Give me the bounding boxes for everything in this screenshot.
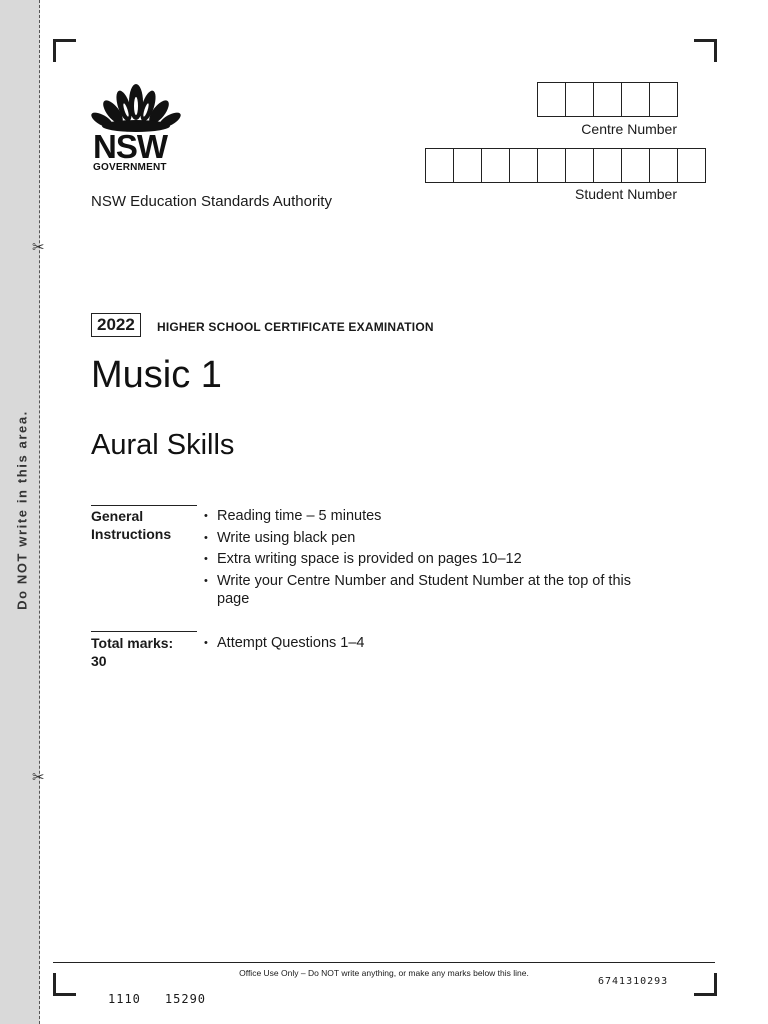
digit-box[interactable] (510, 149, 538, 182)
student-number-field[interactable] (425, 148, 706, 183)
total-marks-label: Total marks: 30 (91, 635, 174, 669)
list-item: • Write your Centre Number and Student Number at the top of this page (204, 572, 664, 609)
digit-box[interactable] (538, 83, 566, 116)
digit-box[interactable] (622, 149, 650, 182)
exam-year: 2022 (91, 313, 141, 337)
paper-code: 15290 (164, 992, 207, 1006)
general-instructions-list (204, 507, 664, 612)
list-item: • Reading time – 5 minutes (204, 507, 664, 526)
office-use-line (53, 962, 715, 963)
waratah-logo-icon (88, 82, 184, 132)
digit-box[interactable] (454, 149, 482, 182)
student-number-label: Student Number (575, 186, 677, 202)
digit-box[interactable] (566, 83, 594, 116)
list-item: • Write using black pen (204, 529, 664, 548)
scissors-icon: ✂ (32, 238, 45, 256)
exam-name: HIGHER SCHOOL CERTIFICATE EXAMINATION (157, 320, 434, 334)
margin-warning: Do NOT write in this area. (14, 410, 30, 610)
crop-mark-icon (53, 39, 76, 62)
general-instructions-label: General Instructions (91, 508, 172, 542)
paper-codes (108, 992, 230, 1006)
digit-box[interactable] (622, 83, 650, 116)
section-divider (91, 631, 197, 632)
digit-box[interactable] (482, 149, 510, 182)
list-item: • Attempt Questions 1–4 (204, 634, 664, 653)
paper-code: 1110 (108, 992, 141, 1006)
centre-number-field[interactable] (537, 82, 678, 117)
digit-box[interactable] (594, 83, 622, 116)
marks-instructions-list (204, 634, 664, 656)
perforation-line (39, 0, 40, 1024)
section-divider (91, 505, 197, 506)
crop-mark-icon (694, 39, 717, 62)
digit-box[interactable] (594, 149, 622, 182)
digit-box[interactable] (650, 83, 677, 116)
digit-box[interactable] (650, 149, 678, 182)
page-title: Music 1 (91, 354, 222, 396)
authority-name: NSW Education Standards Authority (91, 193, 332, 210)
digit-box[interactable] (426, 149, 454, 182)
page-subtitle: Aural Skills (91, 429, 235, 461)
logo-subtitle: GOVERNMENT (93, 162, 167, 173)
digit-box[interactable] (678, 149, 705, 182)
logo-wordmark: NSW (93, 128, 167, 165)
list-item: • Extra writing space is provided on pages 10–12 (204, 550, 664, 569)
barcode-number: 6741310293 (598, 976, 669, 987)
digit-box[interactable] (538, 149, 566, 182)
digit-box[interactable] (566, 149, 594, 182)
office-use-note: Office Use Only – Do NOT write anything, or make any marks below this line. (239, 968, 529, 978)
centre-number-label: Centre Number (581, 121, 677, 137)
scissors-icon: ✂ (32, 768, 45, 786)
